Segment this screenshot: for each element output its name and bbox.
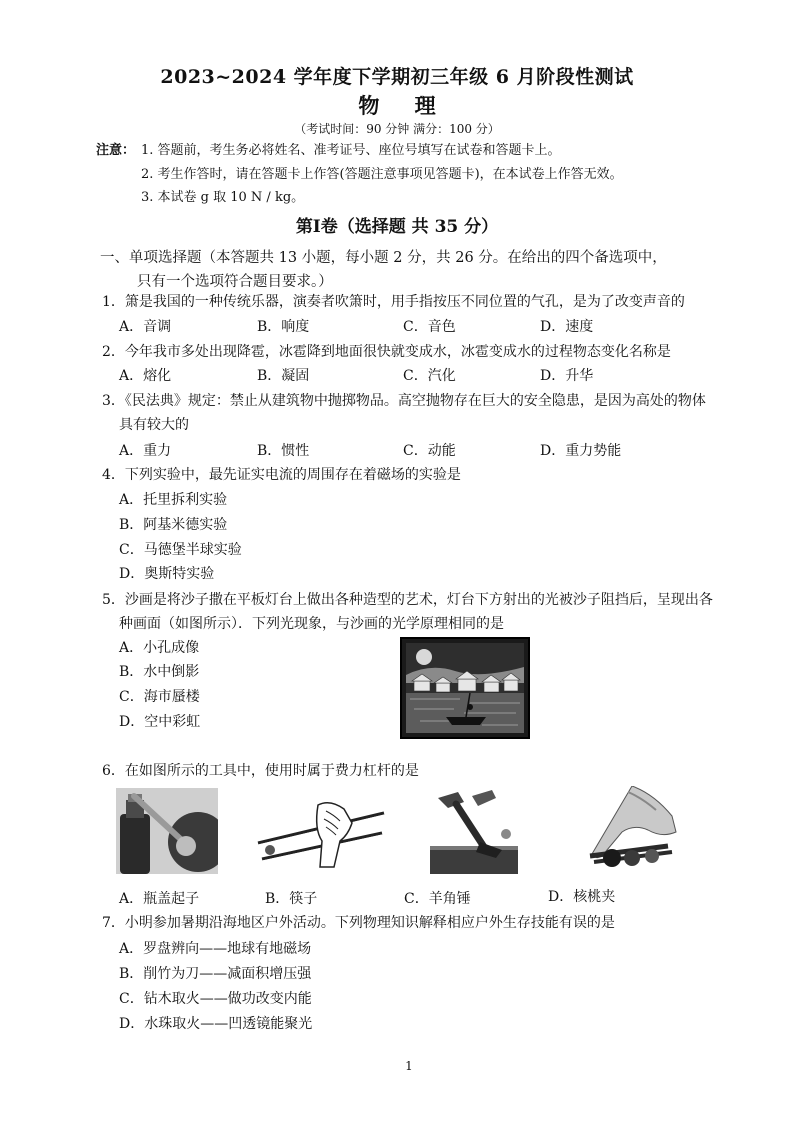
question-3-option-d: D．重力势能 [540, 443, 622, 459]
question-5-stem-line-1: 5．沙画是将沙子撒在平板灯台上做出各种造型的艺术，灯台下方射出的光被沙子阻挡后，呈现出各 [102, 592, 713, 608]
question-5-option-d: D．空中彩虹 [119, 714, 201, 730]
sand-painting-figure [400, 637, 530, 739]
question-1-stem: 1．箫是我国的一种传统乐器，演奏者吹箫时，用手指按压不同位置的气孔，是为了改变声音的 [102, 294, 685, 310]
question-6-stem: 6．在如图所示的工具中，使用时属于费力杠杆的是 [102, 763, 419, 779]
question-4-stem: 4．下列实验中，最先证实电流的周围存在着磁场的实验是 [102, 467, 461, 483]
question-2-option-d: D．升华 [540, 368, 594, 384]
question-3-option-b: B．惯性 [257, 443, 310, 459]
question-3-option-c: C．动能 [403, 443, 456, 459]
notes-label: 注意： [96, 143, 136, 158]
question-7-option-b: B．削竹为刀——减面积增压强 [119, 966, 312, 982]
part-instructions-line-2: 只有一个选项符合题目要求。） [137, 274, 333, 290]
note-item-3: 3. 本试卷 g 取 10 N / kg。 [141, 190, 305, 205]
exam-title: 2023~2024 学年度下学期初三年级 6 月阶段性测试 [160, 66, 634, 88]
question-1-option-d: D．速度 [540, 319, 594, 335]
question-1-option-b: B．响度 [257, 319, 310, 335]
question-5-option-c: C．海市蜃楼 [119, 689, 200, 705]
question-2-option-c: C．汽化 [403, 368, 456, 384]
question-6-option-d: D．核桃夹 [548, 889, 616, 905]
question-7-stem: 7．小明参加暑期沿海地区户外活动。下列物理知识解释相应户外生存技能有误的是 [102, 915, 615, 931]
question-4-option-a: A．托里拆利实验 [119, 492, 228, 508]
question-5-stem-line-2: 种画面（如图所示）．下列光现象，与沙画的光学原理相同的是 [119, 616, 504, 632]
question-3-option-a: A．重力 [119, 443, 172, 459]
question-6-option-b: B．筷子 [265, 891, 318, 907]
question-4-option-d: D．奥斯特实验 [119, 566, 215, 582]
question-6-option-a: A．瓶盖起子 [119, 891, 200, 907]
question-4-option-b: B．阿基米德实验 [119, 517, 228, 533]
section-title: 第Ⅰ卷（选择题 共 35 分） [295, 217, 499, 237]
subject-title: 物 理 [358, 93, 450, 118]
claw-hammer-image [430, 790, 518, 874]
nutcracker-image [572, 786, 684, 874]
bottle-opener-image [116, 788, 218, 874]
exam-info: （考试时间：90 分钟 满分：100 分） [294, 122, 500, 136]
note-item-1: 1. 答题前，考生务必将姓名、准考证号、座位号填写在试卷和答题卡上。 [141, 143, 561, 158]
question-2-option-b: B．凝固 [257, 368, 310, 384]
question-2-option-a: A．熔化 [119, 368, 172, 384]
question-7-option-d: D．水珠取火——凹透镜能聚光 [119, 1016, 313, 1032]
question-3-stem-line-1: 3．《民法典》规定：禁止从建筑物中抛掷物品。高空抛物存在巨大的安全隐患，是因为高处的物体 [102, 393, 706, 409]
question-4-option-c: C．马德堡半球实验 [119, 542, 242, 558]
note-item-2: 2. 考生作答时，请在答题卡上作答(答题注意事项见答题卡)，在本试卷上作答无效。 [141, 167, 623, 182]
question-6-option-c: C．羊角锤 [404, 891, 471, 907]
question-2-stem: 2．今年我市多处出现降雹，冰雹降到地面很快就变成水，冰雹变成水的过程物态变化名称是 [102, 344, 671, 360]
part-instructions-line-1: 一、单项选择题（本答题共 13 小题，每小题 2 分，共 26 分。在给出的四个备选项中， [100, 250, 667, 266]
question-3-stem-line-2: 具有较大的 [119, 417, 189, 433]
question-5-option-a: A．小孔成像 [119, 640, 200, 656]
page-number: 1 [405, 1059, 413, 1073]
question-1-option-c: C．音色 [403, 319, 456, 335]
question-7-option-a: A．罗盘辨向——地球有地磁场 [119, 941, 312, 957]
question-5-option-b: B．水中倒影 [119, 664, 200, 680]
question-7-option-c: C．钻木取火——做功改变内能 [119, 991, 312, 1007]
question-1-option-a: A．音调 [119, 319, 172, 335]
chopsticks-image [256, 795, 386, 875]
